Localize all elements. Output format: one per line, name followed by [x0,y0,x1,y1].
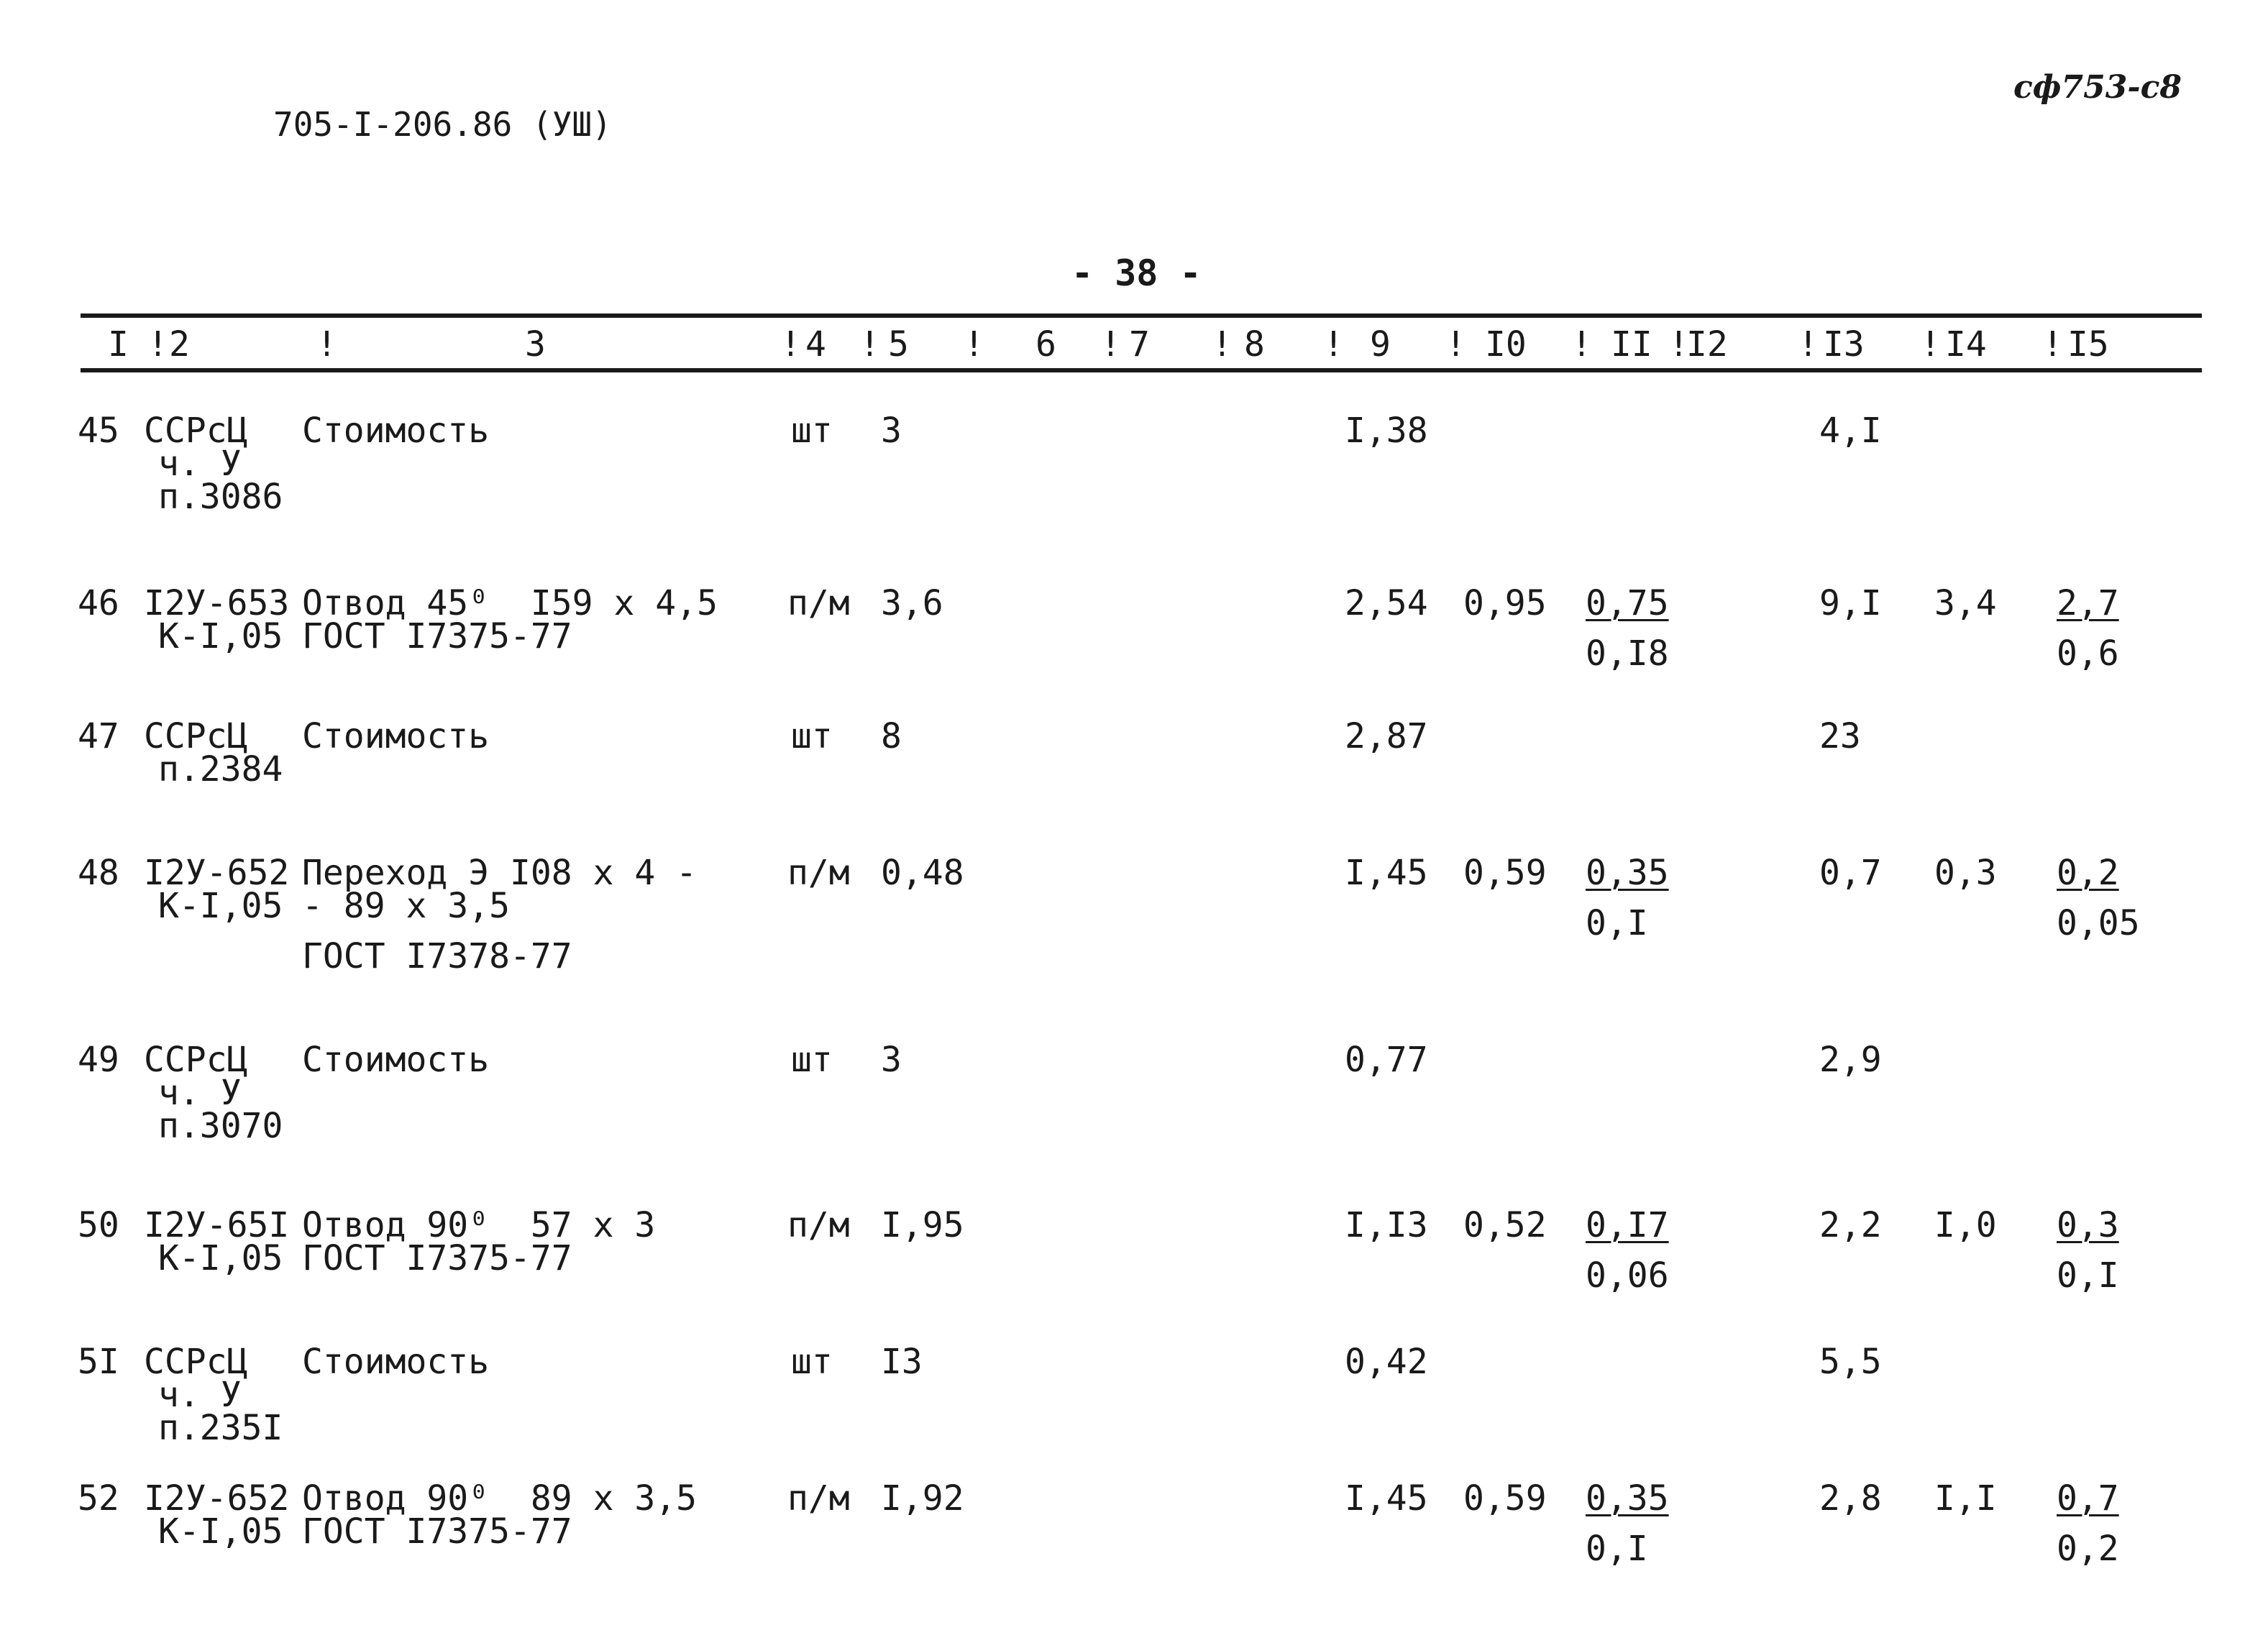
row-col-14: I,0 [1934,1205,1997,1245]
row-col-13: 2,8 [1819,1478,1882,1519]
row-col-15-numerator: 0,2 [2057,853,2119,893]
row-col-14: 3,4 [1934,583,1997,623]
row-description-line: Отвод 90⁰ 57 x 3 [302,1205,656,1245]
row-col-15-denominator: 0,I [2057,1255,2119,1296]
row-description-line: ГОСТ I7375-77 [302,1511,572,1552]
row-unit: шт [791,411,833,451]
column-header-10: I0 [1485,324,1527,365]
row-col-11-denominator: 0,06 [1586,1255,1669,1296]
document-code: 705-I-206.86 (УШ) [273,105,612,144]
row-code-line: I2У-65I [144,1205,290,1245]
row-code-line: ССРсЦ [144,1040,248,1080]
header-rule-bottom [81,368,2202,372]
row-code-line: ч. У [158,1375,242,1415]
row-col-10: 0,59 [1463,853,1547,893]
column-separator: ! [780,324,801,365]
row-unit: шт [791,716,833,756]
column-separator: ! [1571,324,1592,365]
row-description-line: - 89 x 3,5 [302,886,510,926]
row-col-9: I,38 [1345,411,1428,451]
row-unit: шт [791,1342,833,1382]
row-description-line: Отвод 90⁰ 89 x 3,5 [302,1478,698,1519]
row-description-line: Отвод 45⁰ I59 x 4,5 [302,583,718,623]
header-rule-top [81,313,2202,318]
column-header-12: I2 [1686,324,1728,365]
row-col-10: 0,52 [1463,1205,1547,1245]
column-header-14: I4 [1945,324,1987,365]
row-number: 48 [78,853,119,893]
row-description-line: Стоимость [302,1040,490,1080]
row-quantity: I3 [881,1342,923,1382]
row-col-9: 2,87 [1345,716,1428,756]
row-quantity: 0,48 [881,853,964,893]
column-separator: ! [1100,324,1121,365]
column-separator: ! [1212,324,1233,365]
row-col-13: 23 [1819,716,1861,756]
row-col-13: 2,2 [1819,1205,1882,1245]
row-description-line: Стоимость [302,716,490,756]
row-number: 52 [78,1478,119,1519]
row-unit: шт [791,1040,833,1080]
row-col-13: 9,I [1819,583,1882,623]
column-separator: ! [147,324,168,365]
row-col-15-numerator: 2,7 [2057,583,2119,623]
row-number: 5I [78,1342,119,1382]
row-col-9: I,I3 [1345,1205,1428,1245]
row-col-11-numerator: 0,75 [1586,583,1669,623]
row-col-11-denominator: 0,I8 [1586,633,1669,674]
column-header-7: 7 [1129,324,1150,365]
column-header-3: 3 [525,324,546,365]
row-quantity: 3 [881,411,902,451]
row-col-15-denominator: 0,6 [2057,633,2119,674]
column-header-15: I5 [2067,324,2109,365]
row-col-15-numerator: 0,3 [2057,1205,2119,1245]
row-description-line: ГОСТ I7375-77 [302,616,572,656]
row-col-10: 0,59 [1463,1478,1547,1519]
row-description-line: Стоимость [302,1342,490,1382]
row-code-line: ч. У [158,1073,242,1113]
row-code-line: К-I,05 [158,886,283,926]
row-quantity: I,92 [881,1478,964,1519]
row-col-9: 0,77 [1345,1040,1428,1080]
row-number: 50 [78,1205,119,1245]
row-col-13: 4,I [1819,411,1882,451]
column-separator: ! [1798,324,1819,365]
column-header-6: 6 [1035,324,1056,365]
row-code-line: ССРсЦ [144,411,248,451]
row-code-line: ССРсЦ [144,1342,248,1382]
row-code-line: п.235I [158,1408,283,1448]
row-description-line: ГОСТ I7378-77 [302,936,572,976]
row-description-line: Переход Э I08 x 4 - [302,853,698,893]
row-code-line: I2У-652 [144,1478,290,1519]
row-number: 47 [78,716,119,756]
row-code-line: I2У-653 [144,583,290,623]
column-separator: ! [859,324,880,365]
column-header-8: 8 [1244,324,1265,365]
row-col-11-numerator: 0,I7 [1586,1205,1669,1245]
row-quantity: 3 [881,1040,902,1080]
row-unit: п/м [787,853,850,893]
row-col-13: 0,7 [1819,853,1882,893]
row-unit: п/м [787,1205,850,1245]
column-header-2: 2 [169,324,190,365]
row-col-9: 0,42 [1345,1342,1428,1382]
column-header-5: 5 [888,324,909,365]
row-code-line: п.2384 [158,749,283,789]
row-col-11-denominator: 0,I [1586,1529,1648,1569]
row-unit: п/м [787,583,850,623]
column-header-1: I [108,324,129,365]
column-header-11: II [1611,324,1652,365]
row-code-line: п.3070 [158,1106,283,1146]
row-col-9: I,45 [1345,853,1428,893]
column-header-9: 9 [1370,324,1391,365]
column-separator: ! [316,324,337,365]
column-separator: ! [2042,324,2063,365]
column-separator: ! [1920,324,1941,365]
row-quantity: 3,6 [881,583,943,623]
row-col-15-denominator: 0,05 [2057,903,2140,943]
page-number: - 38 - [1071,252,1202,294]
column-separator: ! [1323,324,1344,365]
column-header-4: 4 [805,324,826,365]
row-code-line: п.3086 [158,477,283,517]
row-description-line: ГОСТ I7375-77 [302,1238,572,1278]
row-col-13: 5,5 [1819,1342,1882,1382]
row-code-line: ч. У [158,444,242,484]
row-col-11-numerator: 0,35 [1586,1478,1669,1519]
row-col-9: 2,54 [1345,583,1428,623]
column-separator: ! [964,324,984,365]
row-col-10: 0,95 [1463,583,1547,623]
row-quantity: 8 [881,716,902,756]
column-header-13: I3 [1823,324,1865,365]
row-number: 45 [78,411,119,451]
row-code-line: К-I,05 [158,1511,283,1552]
row-col-14: I,I [1934,1478,1997,1519]
corner-mark: сф753-с8 [2013,69,2182,106]
row-col-9: I,45 [1345,1478,1428,1519]
row-code-line: К-I,05 [158,616,283,656]
row-col-15-denominator: 0,2 [2057,1529,2119,1569]
row-col-15-numerator: 0,7 [2057,1478,2119,1519]
row-col-11-numerator: 0,35 [1586,853,1669,893]
row-number: 49 [78,1040,119,1080]
column-separator: ! [1668,324,1689,365]
row-col-11-denominator: 0,I [1586,903,1648,943]
row-number: 46 [78,583,119,623]
row-col-14: 0,3 [1934,853,1997,893]
row-code-line: I2У-652 [144,853,290,893]
row-col-13: 2,9 [1819,1040,1882,1080]
row-description-line: Стоимость [302,411,490,451]
column-separator: ! [1445,324,1466,365]
row-code-line: ССРсЦ [144,716,248,756]
row-quantity: I,95 [881,1205,964,1245]
row-unit: п/м [787,1478,850,1519]
row-code-line: К-I,05 [158,1238,283,1278]
